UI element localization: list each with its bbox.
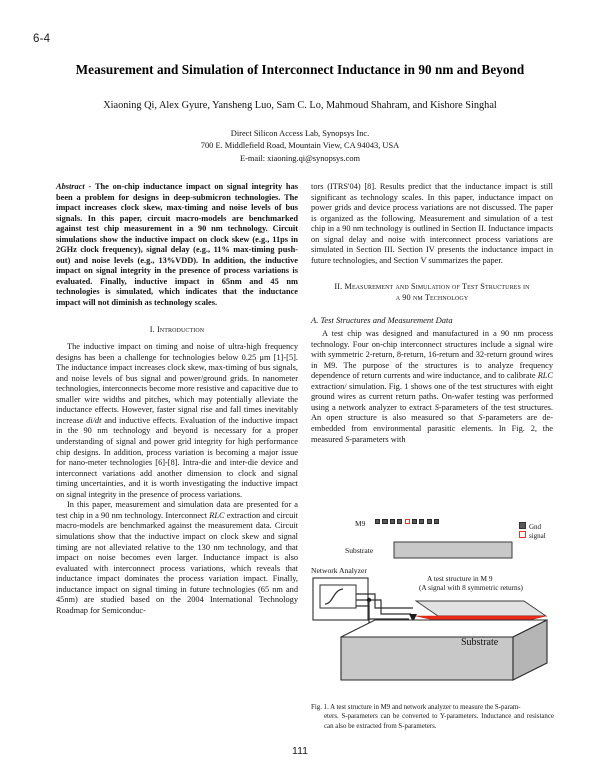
legend-signal-label: signal: [529, 532, 546, 540]
test-structure-label-line-2: (A signal with 8 symmetric returns): [419, 583, 523, 592]
sec2-p1-part-a: A test chip was designed and manufactured in a 90 nm process technology. Four on-chip interconnect structures include a signal wire with symmetric 2-return, 8-return, 16-return and 32-return ground wires in M9. The purpose of the structures is to analyze frequency dependence of return currents and wire inductance, and to calibrate: [311, 329, 553, 381]
intro-paragraph-1: [56, 342, 298, 500]
affiliation-line-3: E-mail: xiaoning.qi@synopsys.com: [239, 153, 361, 163]
page-number-footer: 111: [292, 745, 308, 757]
substrate-block-top: [341, 620, 547, 637]
legend-gnd-label: Gnd: [529, 523, 542, 531]
substrate-bar-top: [394, 542, 512, 558]
test-structure-label-line-1: A test structure in M 9: [427, 574, 493, 583]
figure-1: [311, 515, 559, 700]
conductor-square-gnd: [382, 519, 387, 524]
page-title: Measurement and Simulation of Interconnect Inductance in 90 nm and Beyond: [75, 62, 525, 77]
test-structure-top-face: [416, 601, 546, 616]
abstract-paragraph: [56, 182, 298, 309]
didt-symbol: di/dt: [86, 415, 102, 425]
section-heading-line-1: II. Measurement and Simulation of Test Structures in: [334, 282, 530, 292]
conductor-square-gnd: [375, 519, 380, 524]
legend-entry-gnd: [519, 522, 541, 531]
affiliation-block: [50, 128, 550, 165]
sec2-p1-part-d: -parameters are de-embedded from environmental parasitic elements. In Fig. 2, the measured: [311, 413, 553, 444]
rlc-symbol-right: RLC: [537, 371, 553, 381]
sec2-p1-part-b: extraction/ simulation. Fig. 1 shows one of the test structures with eight ground wires as current return paths. On-wafer testing was performed using a network analyzer to extract: [311, 381, 553, 412]
intro-paragraph-2: [56, 500, 298, 616]
conductor-square-gnd: [419, 519, 424, 524]
section-heading-measurement: [311, 282, 553, 303]
figure-1-drawing: [311, 515, 559, 700]
section-heading-line-2: a 90 nm Technology: [395, 292, 469, 302]
section-heading-introduction: I. Introduction: [149, 324, 205, 334]
column-right: [311, 182, 553, 445]
figure-caption-rest: eters. S-parameters can be converted to Y-parameters. Inductance and resistance can also be extracted from S-parameters.: [324, 713, 554, 730]
conductor-square-gnd: [397, 519, 402, 524]
m9-conductor-row: [375, 519, 439, 524]
s-param-symbol-3: S: [345, 434, 350, 444]
intro-p1-part-c: and inductive effects. Evaluation of the inductive impact in the 90 nm technology and beyond is necessary for a proper understanding of signal and power grid integrity for high performance chip designs. In addition, process variation is becoming a major issue for nano-meter technologies [6]-[8]. Intra-die and inter-die device and interconnect variations add another dimension to clock and signal timing uncertainties, and it is worth investigating the inductive impact on signal integrity in the presence of process variations.: [56, 415, 299, 499]
abstract-label: Abstract: [56, 182, 85, 191]
intro-p1-part-b: m [1]-[5]. The inductance impact increases clock skew, max-timing of bus signals, and noise levels of bus signal and power/ground grids. In nanometer technologies, interconnects become more resistive and capacitive due to smaller wire widths and pitches, which may potentially alleviate the inductance effects. However, faster signal rise and fall times inevitably increase: [56, 352, 298, 425]
subsection-heading-a: A. Test Structures and Measurement Data: [311, 314, 453, 325]
s-param-symbol-2: S: [478, 413, 483, 423]
gnd-swatch-icon: [519, 522, 526, 529]
conductor-square-gnd: [390, 519, 395, 524]
s-param-symbol-1: S: [434, 402, 439, 412]
intro-p2-part-a: In this paper, measurement and simulation data are presented for a test chip in a 90 nm technology. Interconnect: [56, 500, 298, 520]
rlc-symbol-left: RLC: [209, 510, 225, 520]
figure-caption-first-line: Fig. 1. A test structure in M9 and network analyzer to measure the S-param-: [311, 704, 521, 711]
section2-paragraph-1: [311, 329, 553, 445]
figure-1-caption: [311, 703, 554, 731]
micro-symbol: μ: [259, 352, 264, 362]
conductor-square-gnd: [434, 519, 439, 524]
m9-layer-label: M9: [355, 519, 366, 528]
right-paragraph-continuation: [311, 182, 553, 266]
network-analyzer-label: Network Analyzer: [311, 566, 367, 575]
sec2-p1-part-c: -parameters of the test structures. An open structure is also measured so that: [311, 402, 553, 423]
abstract-text: The on-chip inductance impact on signal integrity has been a problem for designs in deep-submicron technologies. The impact increases clock skew, max-timing and noise levels of bus signals. In this paper, circuit macro-models are benchmarked against test chip measurement in a 90 nm technology. Circuit simulations show the inductive impact on clock skew (e.g., 11ps in 2GHz clock frequency), signal delay (e.g., 11% max-timing push-out) and noise levels (e.g., 13%VDD). In addition, the inductive impact on signal integrity in the presence of process variations is evaluated. Finally, inductive impact in 65nm and 45 nm technologies is simulated, which indicates that the inductance impact will not diminish as technology scales.: [56, 182, 298, 308]
column-left: [56, 182, 298, 616]
abstract-dash: -: [84, 182, 95, 191]
sec2-p1-part-e: -parameters with: [349, 434, 406, 444]
substrate-label-bottom: Substrate: [461, 637, 499, 648]
intro-p1-part-a: The inductive impact on timing and noise of ultra-high frequency designs has been a challenge for technologies below 0.25: [56, 342, 298, 362]
intro-p2-part-b: extraction and circuit macro-models are benchmarked against the measurement data. Circuit simulations show that the inductive impact on clock skew and signal timing are not alleviated relative to the 130 nm technology, and that impact on noise becomes even larger. Inductance impact is also evaluated with interconnect process variations, which reveals that inductance impact dominates the process variation impact. Finally, inductance impact on signal timing in future technologies (65 nm and 45nm) are studied based on the 2004 International Technology Roadmap for Semiconduc-: [56, 510, 298, 615]
legend-entry-signal: [519, 531, 546, 540]
right-p1-text: tors (ITRS'04) [8]. Results predict that the inductance impact is still significant as technology scales. In this paper, inductance impact on power grids and device process variations are not discussed. The paper is organized as the following. Measurement and simulation of a test chip in a 90 nm technology is outlined in Section II. Inductance impacts on signal delay and noise with interconnect process variations are simulated in Section III. Section IV presents the inductance impact in future technologies, and Section V summarizes the paper.: [311, 182, 553, 265]
conductor-square-signal: [405, 519, 410, 524]
author-list: Xiaoning Qi, Alex Gyure, Yansheng Luo, Sam C. Lo, Mahmoud Shahram, and Kishore Singhal: [103, 100, 497, 111]
conductor-square-gnd: [427, 519, 432, 524]
substrate-label-top: Substrate: [345, 546, 374, 555]
affiliation-line-1: Direct Silicon Access Lab, Synopsys Inc.: [230, 129, 370, 138]
affiliation-line-2: 700 E. Middlefield Road, Mountain View, CA 94043, USA: [200, 141, 400, 151]
page-header-folio: 6-4: [33, 33, 51, 45]
signal-swatch-icon: [519, 531, 526, 538]
conductor-square-gnd: [412, 519, 417, 524]
